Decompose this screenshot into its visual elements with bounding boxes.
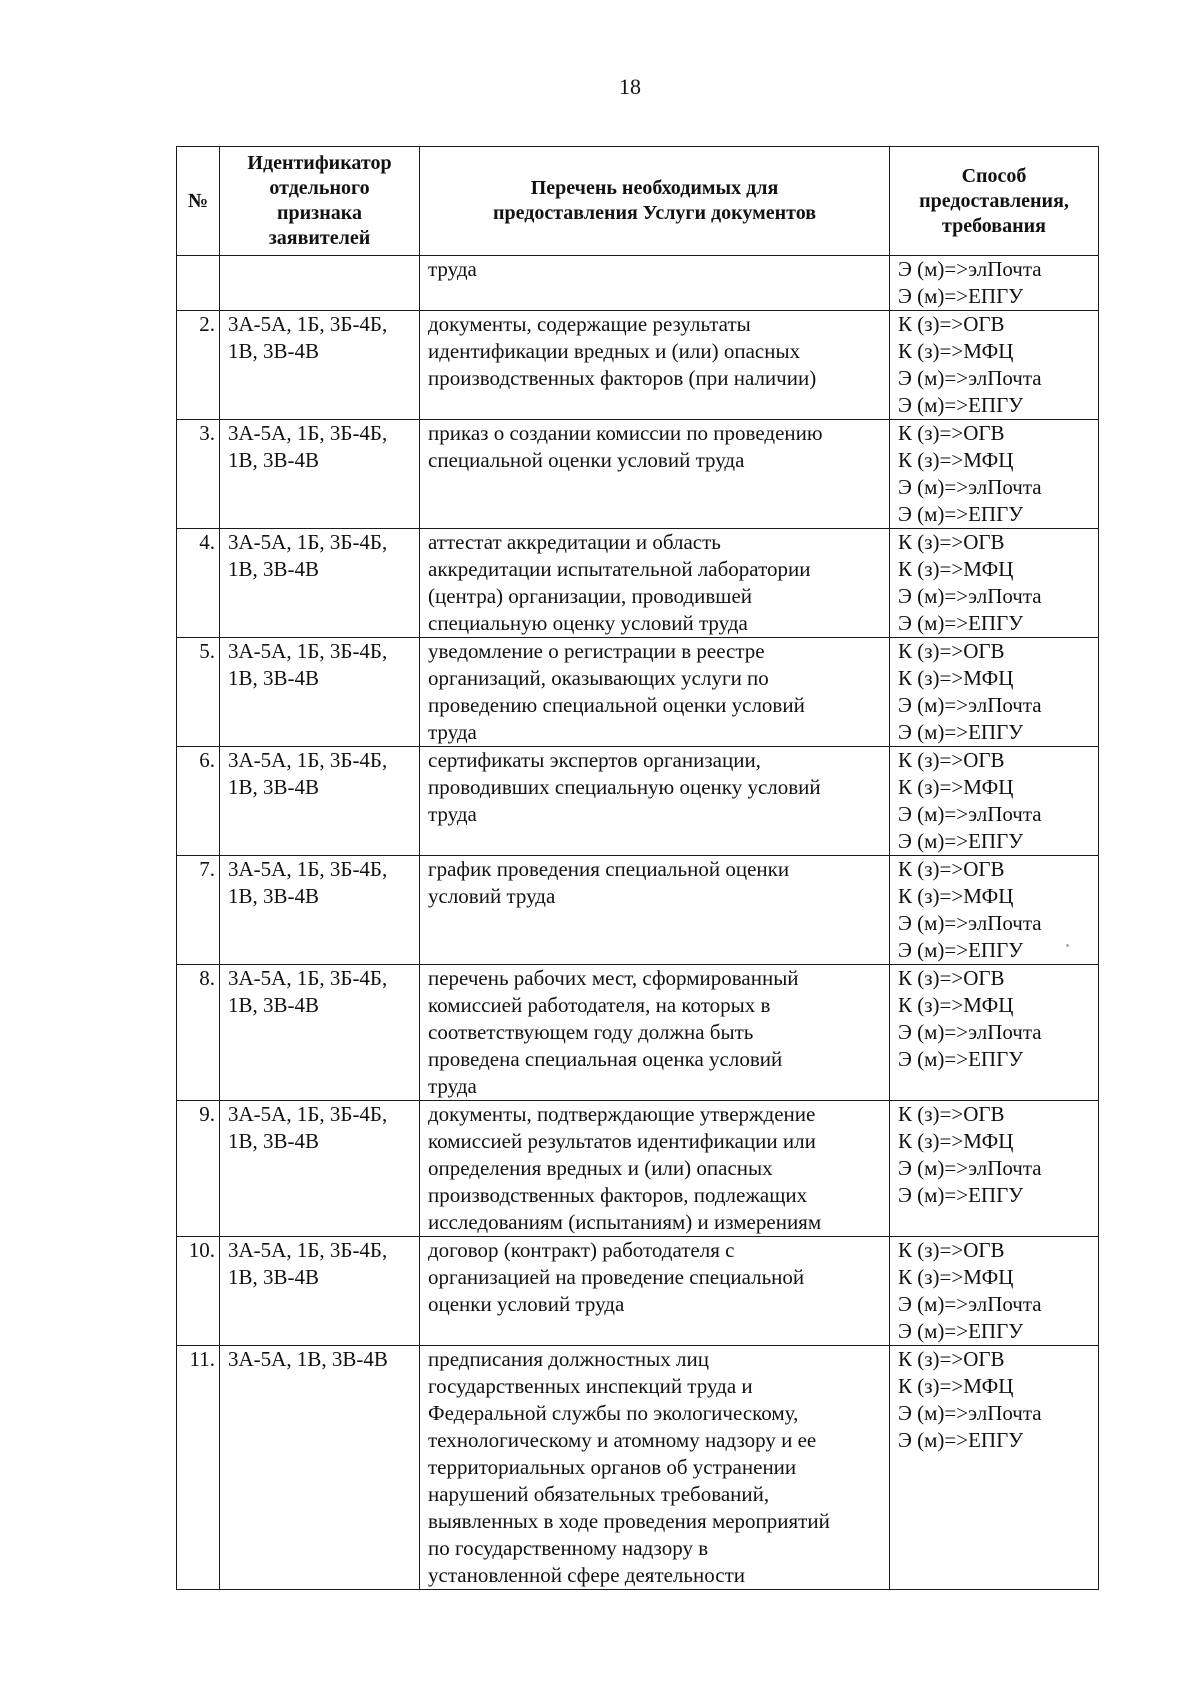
table-row — [177, 420, 1099, 529]
text-line: перечень рабочих мест, сформированный — [428, 966, 799, 990]
row-identifier-lines — [228, 1346, 411, 1373]
text-line: специальной оценки условий труда — [428, 448, 745, 472]
text-line: 1В, 3В-4В — [228, 666, 320, 690]
text-line: определения вредных и (или) опасных — [428, 1156, 773, 1180]
row-method-lines — [898, 856, 1090, 964]
text-line: Э (м)=>ЕПГУ — [898, 938, 1024, 962]
row-method — [890, 1237, 1099, 1346]
row-documents-lines — [428, 1237, 881, 1318]
text-line: 3А-5А, 1Б, 3Б-4Б, — [228, 312, 388, 336]
text-line: комиссией работодателя, на которых в — [428, 993, 771, 1017]
row-method — [890, 256, 1099, 311]
row-documents-lines — [428, 747, 881, 828]
row-identifier-lines — [228, 420, 411, 474]
text-line: государственных инспекций труда и — [428, 1374, 753, 1398]
text-line: исследованиям (испытаниям) и измерениям — [428, 1210, 822, 1234]
row-method-lines — [898, 747, 1090, 855]
text-line: Э (м)=>элПочта — [898, 475, 1042, 499]
row-documents-lines — [428, 529, 881, 637]
row-documents-lines — [428, 256, 881, 283]
text-line: труда — [428, 720, 477, 744]
table-row — [177, 529, 1099, 638]
row-documents-lines — [428, 311, 881, 392]
text-line: 3А-5А, 1Б, 3Б-4Б, — [228, 421, 388, 445]
row-method-lines — [898, 638, 1090, 746]
table-row — [177, 1101, 1099, 1237]
row-identifier-lines — [228, 1101, 411, 1155]
text-line: К (з)=>МФЦ — [898, 993, 1014, 1017]
header-documents — [420, 147, 890, 256]
table-row — [177, 311, 1099, 420]
text-line: выявленных в ходе проведения мероприятий — [428, 1509, 830, 1533]
text-line: К (з)=>ОГВ — [898, 1238, 1005, 1262]
row-method — [890, 965, 1099, 1101]
row-identifier-lines — [228, 965, 411, 1019]
row-method — [890, 747, 1099, 856]
row-method — [890, 638, 1099, 747]
text-line: предоставления, — [919, 189, 1069, 212]
row-identifier-lines — [228, 638, 411, 692]
text-line: 3А-5А, 1Б, 3Б-4Б, — [228, 639, 388, 663]
text-line: 1В, 3В-4В — [228, 557, 320, 581]
text-line: предписания должностных лиц — [428, 1347, 709, 1371]
text-line: 1В, 3В-4В — [228, 775, 320, 799]
row-identifier-lines — [228, 747, 411, 801]
row-documents — [420, 1101, 890, 1237]
scan-speck — [1066, 944, 1069, 947]
text-line: Э (м)=>ЕПГУ — [898, 393, 1024, 417]
text-line: Э (м)=>ЕПГУ — [898, 502, 1024, 526]
text-line: Э (м)=>элПочта — [898, 911, 1042, 935]
text-line: 3А-5А, 1Б, 3Б-4Б, — [228, 530, 388, 554]
row-identifier-lines — [228, 529, 411, 583]
documents-table — [176, 146, 1099, 1590]
text-line: договор (контракт) работодателя с — [428, 1238, 735, 1262]
header-method — [890, 147, 1099, 256]
row-number: 2. — [177, 311, 220, 420]
text-line: К (з)=>МФЦ — [898, 884, 1014, 908]
text-line: 3А-5А, 1Б, 3Б-4Б, — [228, 1102, 388, 1126]
text-line: Э (м)=>элПочта — [898, 802, 1042, 826]
row-identifier — [220, 420, 420, 529]
row-identifier — [220, 529, 420, 638]
text-line: территориальных органов об устранении — [428, 1455, 797, 1479]
row-identifier — [220, 1237, 420, 1346]
text-line: 3А-5А, 1Б, 3Б-4Б, — [228, 1238, 388, 1262]
text-line: К (з)=>ОГВ — [898, 966, 1005, 990]
text-line: заявителей — [268, 227, 371, 249]
text-line: Э (м)=>ЕПГУ — [898, 1319, 1024, 1343]
row-method-lines — [898, 1101, 1090, 1209]
text-line: Э (м)=>элПочта — [898, 1401, 1042, 1425]
text-line: К (з)=>МФЦ — [898, 448, 1014, 472]
text-line: специальную оценку условий труда — [428, 611, 748, 635]
text-line: 1В, 3В-4В — [228, 339, 320, 363]
row-number — [177, 256, 220, 311]
row-identifier-lines — [228, 311, 411, 365]
row-documents — [420, 1237, 890, 1346]
text-line: аккредитации испытательной лаборатории — [428, 557, 811, 581]
row-number: 6. — [177, 747, 220, 856]
table-body — [177, 256, 1099, 1590]
text-line: организаций, оказывающих услуги по — [428, 666, 769, 690]
text-line: 3А-5А, 1Б, 3Б-4Б, — [228, 966, 388, 990]
row-identifier — [220, 256, 420, 311]
text-line: К (з)=>МФЦ — [898, 1374, 1014, 1398]
table-row — [177, 856, 1099, 965]
row-method-lines — [898, 1346, 1090, 1454]
row-method-lines — [898, 256, 1090, 310]
row-method — [890, 529, 1099, 638]
text-line: Э (м)=>элПочта — [898, 257, 1042, 281]
text-line: Э (м)=>ЕПГУ — [898, 1428, 1024, 1452]
text-line: Способ — [961, 164, 1027, 187]
text-line: 1В, 3В-4В — [228, 884, 320, 908]
text-line: Перечень необходимых для — [530, 177, 779, 199]
text-line: проведена специальная оценка условий — [428, 1047, 783, 1071]
text-line: К (з)=>ОГВ — [898, 1347, 1005, 1371]
text-line: требования — [942, 214, 1046, 237]
text-line: график проведения специальной оценки — [428, 857, 790, 881]
row-documents-lines — [428, 856, 881, 910]
text-line: К (з)=>ОГВ — [898, 639, 1005, 663]
text-line: Э (м)=>ЕПГУ — [898, 829, 1024, 853]
header-method-lines — [896, 164, 1092, 239]
text-line: Э (м)=>ЕПГУ — [898, 1047, 1024, 1071]
text-line: по государственному надзору в — [428, 1536, 709, 1560]
table-header-row — [177, 147, 1099, 256]
text-line: Э (м)=>элПочта — [898, 693, 1042, 717]
text-line: К (з)=>ОГВ — [898, 530, 1005, 554]
row-identifier — [220, 965, 420, 1101]
text-line: труда — [428, 1074, 477, 1098]
row-method-lines — [898, 529, 1090, 637]
table-row — [177, 256, 1099, 311]
text-line: сертификаты экспертов организации, — [428, 748, 761, 772]
row-documents-lines — [428, 1101, 881, 1236]
row-identifier-lines — [228, 1237, 411, 1291]
row-documents — [420, 1346, 890, 1590]
text-line: производственных факторов, подлежащих — [428, 1183, 808, 1207]
text-line: проводивших специальную оценку условий — [428, 775, 821, 799]
row-documents — [420, 311, 890, 420]
table-row — [177, 1237, 1099, 1346]
row-number: 8. — [177, 965, 220, 1101]
text-line: аттестат аккредитации и область — [428, 530, 721, 554]
table-row — [177, 965, 1099, 1101]
table-row — [177, 638, 1099, 747]
text-line: К (з)=>ОГВ — [898, 421, 1005, 445]
text-line: Федеральной службы по экологическому, — [428, 1401, 799, 1425]
text-line: признака — [277, 202, 362, 224]
row-method-lines — [898, 420, 1090, 528]
text-line: К (з)=>ОГВ — [898, 748, 1005, 772]
row-method — [890, 1101, 1099, 1237]
page-number: 18 — [619, 74, 641, 99]
table-row — [177, 1346, 1099, 1590]
text-line: К (з)=>МФЦ — [898, 1265, 1014, 1289]
text-line: комиссией результатов идентификации или — [428, 1129, 816, 1153]
row-number: 11. — [177, 1346, 220, 1590]
row-documents — [420, 256, 890, 311]
row-method — [890, 1346, 1099, 1590]
text-line: нарушений обязательных требований, — [428, 1482, 770, 1506]
row-method-lines — [898, 311, 1090, 419]
text-line: Э (м)=>элПочта — [898, 1292, 1042, 1316]
row-identifier — [220, 638, 420, 747]
text-line: К (з)=>МФЦ — [898, 1129, 1014, 1153]
text-line: Э (м)=>ЕПГУ — [898, 720, 1024, 744]
text-line: Э (м)=>элПочта — [898, 584, 1042, 608]
text-line: документы, подтверждающие утверждение — [428, 1102, 816, 1126]
text-line: производственных факторов (при наличии) — [428, 366, 817, 390]
text-line: 3А-5А, 1В, 3В-4В — [228, 1347, 388, 1371]
text-line: технологическому и атомному надзору и ее — [428, 1428, 817, 1452]
text-line: уведомление о регистрации в реестре — [428, 639, 765, 663]
text-line: Э (м)=>элПочта — [898, 1020, 1042, 1044]
row-documents-lines — [428, 638, 881, 746]
text-line: условий труда — [428, 884, 556, 908]
row-identifier — [220, 747, 420, 856]
text-line: приказ о создании комиссии по проведению — [428, 421, 823, 445]
row-method — [890, 856, 1099, 965]
text-line: Идентификатор — [247, 152, 392, 174]
text-line: предоставления Услуги документов — [492, 202, 817, 224]
row-documents — [420, 529, 890, 638]
row-documents-lines — [428, 420, 881, 474]
text-line: соответствующем году должна быть — [428, 1020, 754, 1044]
text-line: идентификации вредных и (или) опасных — [428, 339, 801, 363]
text-line: труда — [428, 257, 477, 281]
text-line: 1В, 3В-4В — [228, 1129, 320, 1153]
text-line: 3А-5А, 1Б, 3Б-4Б, — [228, 857, 388, 881]
text-line: установленной сфере деятельности — [428, 1563, 746, 1587]
row-method — [890, 420, 1099, 529]
row-number: 10. — [177, 1237, 220, 1346]
row-identifier — [220, 856, 420, 965]
row-method — [890, 311, 1099, 420]
text-line: (центра) организации, проводившей — [428, 584, 753, 608]
text-line: труда — [428, 802, 477, 826]
text-line: документы, содержащие результаты — [428, 312, 751, 336]
row-documents — [420, 638, 890, 747]
text-line: Э (м)=>ЕПГУ — [898, 1183, 1024, 1207]
row-number: 9. — [177, 1101, 220, 1237]
row-documents-lines — [428, 1346, 881, 1589]
row-documents — [420, 965, 890, 1101]
text-line: Э (м)=>ЕПГУ — [898, 284, 1024, 308]
row-documents — [420, 747, 890, 856]
row-identifier-lines — [228, 856, 411, 910]
row-method-lines — [898, 1237, 1090, 1345]
row-documents-lines — [428, 965, 881, 1100]
header-identifier-lines — [226, 151, 413, 251]
row-documents — [420, 420, 890, 529]
text-line: Э (м)=>элПочта — [898, 1156, 1042, 1180]
row-identifier — [220, 311, 420, 420]
text-line: К (з)=>МФЦ — [898, 557, 1014, 581]
header-num: № — [177, 147, 220, 256]
row-documents — [420, 856, 890, 965]
row-identifier — [220, 1346, 420, 1590]
table-row — [177, 747, 1099, 856]
row-identifier — [220, 1101, 420, 1237]
text-line: 1В, 3В-4В — [228, 1265, 320, 1289]
text-line: К (з)=>МФЦ — [898, 775, 1014, 799]
text-line: оценки условий труда — [428, 1292, 625, 1316]
row-method-lines — [898, 965, 1090, 1073]
text-line: К (з)=>ОГВ — [898, 857, 1005, 881]
text-line: К (з)=>МФЦ — [898, 339, 1014, 363]
text-line: К (з)=>ОГВ — [898, 312, 1005, 336]
row-number: 7. — [177, 856, 220, 965]
text-line: К (з)=>ОГВ — [898, 1102, 1005, 1126]
text-line: проведению специальной оценки условий — [428, 693, 805, 717]
text-line: Э (м)=>ЕПГУ — [898, 611, 1024, 635]
text-line: 1В, 3В-4В — [228, 993, 320, 1017]
row-number: 5. — [177, 638, 220, 747]
row-number: 3. — [177, 420, 220, 529]
header-documents-lines — [426, 176, 883, 226]
text-line: К (з)=>МФЦ — [898, 666, 1014, 690]
text-line: Э (м)=>элПочта — [898, 366, 1042, 390]
header-identifier — [220, 147, 420, 256]
text-line: 3А-5А, 1Б, 3Б-4Б, — [228, 748, 388, 772]
text-line: 1В, 3В-4В — [228, 448, 320, 472]
text-line: организацией на проведение специальной — [428, 1265, 805, 1289]
row-number: 4. — [177, 529, 220, 638]
text-line: отдельного — [269, 177, 370, 199]
